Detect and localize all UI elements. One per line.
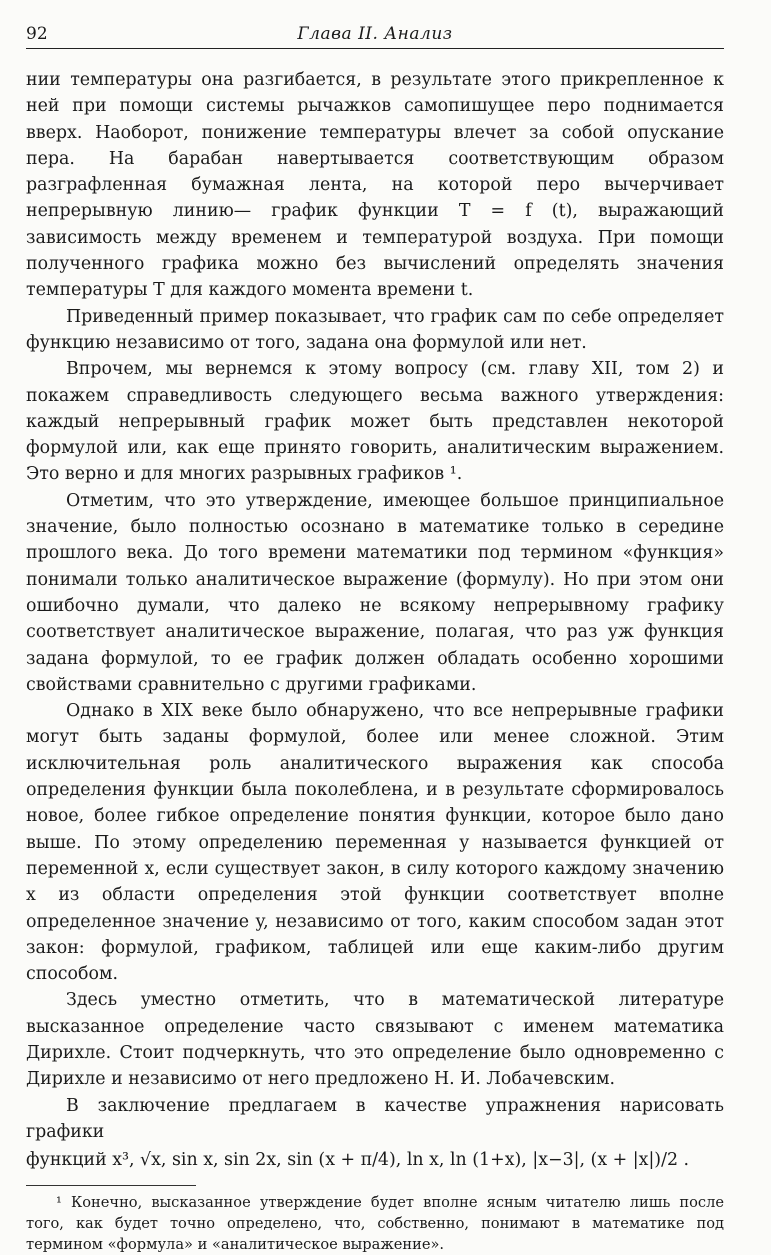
paragraph: Приведенный пример показывает, что график сам по себе определяет функцию независимо от того, задана она формулой или нет. (26, 306, 724, 353)
paragraph: Однако в XIX веке было обнаружено, что все непрерывные графики могут быть заданы формулой, более или менее сложной. Этим исключительная роль аналитического выражения как способа определения функции была поколеблена, и в результате сформировалось новое, более гибкое определение понятия функции, которое было дано выше. По этому определению переменная y называется функцией от переменной x, если существует закон, в силу которого каждому значению x из области определения этой функции соответствует вполне определенное значение y, независимо от того, каким способом задан этот закон: формулой, графиком, таблицей или еще каким-либо другим способом. (26, 701, 724, 985)
page-body (26, 67, 724, 1175)
book-page (26, 18, 724, 1255)
page-header (26, 18, 724, 49)
paragraph: Впрочем, мы вернемся к этому вопросу (см. главу XII, том 2) и покажем справедливость следующего весьма важного утверждения: каждый непрерывный график может быть представлен некоторой формулой или, как еще принято говорить, аналитическим выражением. Это верно и для многих разрывных графиков ¹. (26, 359, 724, 485)
paragraph: Отметим, что это утверждение, имеющее большое принципиальное значение, было полностью осознано в математике только в середине прошлого века. До того времени математики под термином «функция» понимали только аналитическое выражение (формулу). Но при этом они ошибочно думали, что далеко не всякому непрерывному графику соответствует аналитическое выражение, полагая, что раз уж функция задана формулой, то ее график должен обладать особенно хорошими свойствами сравнительно с другими графиками. (26, 490, 724, 695)
paragraph: Здесь уместно отметить, что в математической литературе высказанное определение часто связывают с именем математика Дирихле. Стоит подчеркнуть, что это определение было одновременно с Дирихле и независимо от него предложено Н. И. Лобачевским. (26, 990, 724, 1090)
running-title: Глава II. Анализ (297, 24, 453, 44)
paragraph: В заключение предлагаем в качестве упражнения нарисовать графики (26, 1095, 724, 1142)
footnote: ¹ Конечно, высказанное утверждение будет вполне ясным читателю лишь после того, как будет точно определено, что, собственно, понимают в математике под термином «формула» и «аналитическое выражение». (26, 1194, 724, 1254)
formula-line: функций x³, √x, sin x, sin 2x, sin (x + π/4), ln x, ln (1+x), |x−3|, (x + |x|)/2 . (26, 1150, 690, 1171)
page-number: 92 (26, 24, 48, 44)
paragraph-continuation: нии температуры она разгибается, в результате этого прикрепленное к ней при помощи системы рычажков самопишущее перо поднимается вверх. Наоборот, понижение температуры влечет за собой опускание пера. На барабан навертывается соответствующим образом разграфленная бумажная лента, на которой перо вычерчивает непрерывную линию— график функции T = f (t), выражающий зависимость между временем и температурой воздуха. При помощи полученного графика можно без вычислений определять значения температуры T для каждого момента времени t. (26, 70, 724, 301)
footnote-rule (26, 1185, 196, 1186)
